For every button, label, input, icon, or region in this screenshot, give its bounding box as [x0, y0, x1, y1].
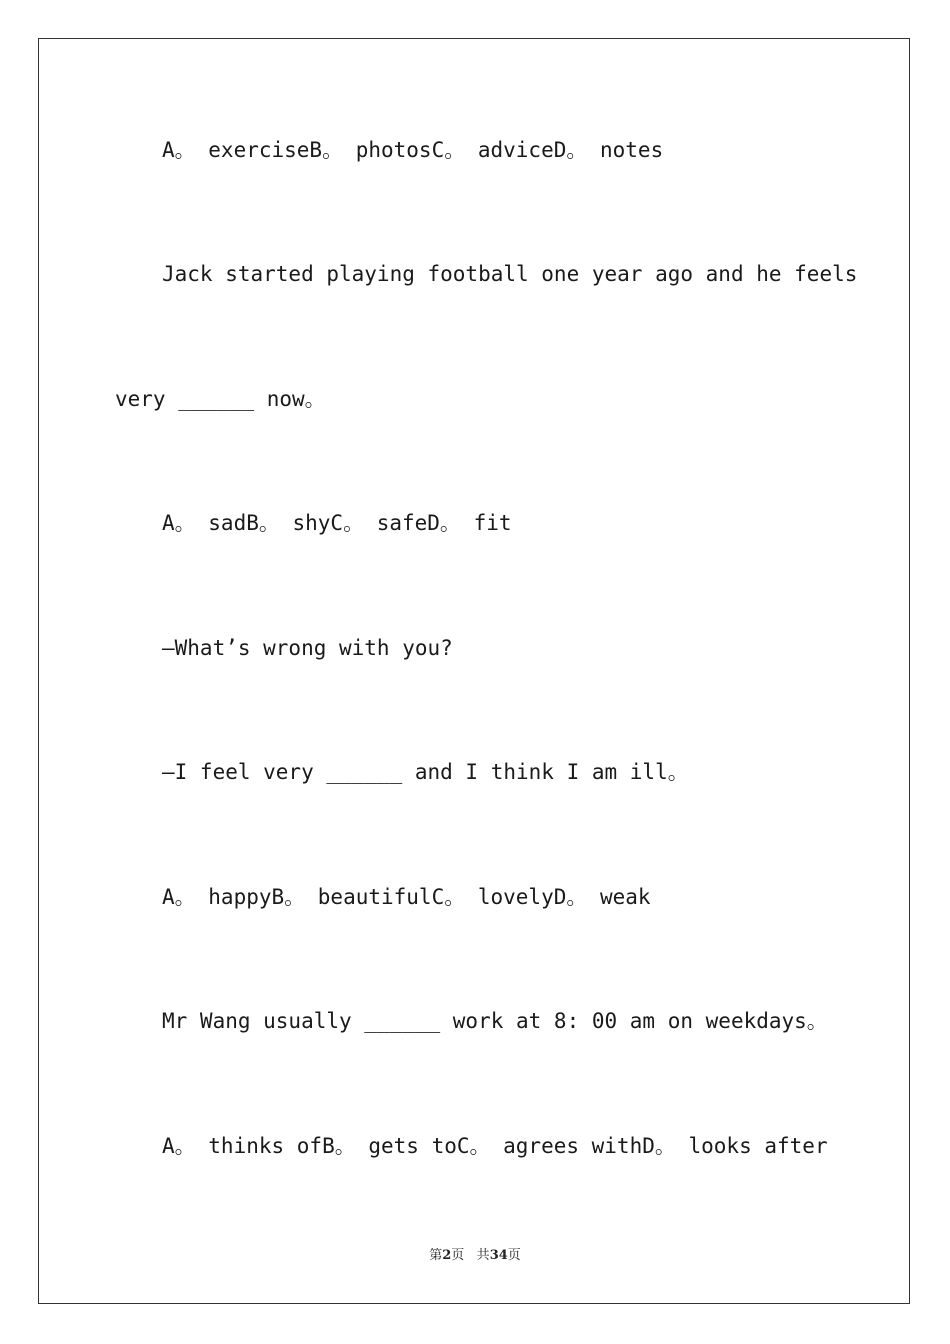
- question-text-line: Jack started playing football one year ago and he feels: [162, 262, 858, 286]
- dialogue-line: —I feel very ______ and I think I am ill。: [162, 760, 689, 784]
- footer-page-word: 页: [451, 1248, 465, 1263]
- footer-total-prefix: 共: [476, 1248, 490, 1263]
- question-options-line: A。 thinks ofB。 gets toC。 agrees withD。 looks after: [162, 1134, 828, 1158]
- footer-total-suffix: 页: [507, 1248, 521, 1263]
- question-options-line: A。 exerciseB。 photosC。 adviceD。 notes: [162, 138, 664, 162]
- question-text-line: Mr Wang usually ______ work at 8: 00 am on weekdays。: [162, 1009, 828, 1033]
- page-border: [38, 38, 910, 1304]
- current-page-number: 2: [442, 1248, 452, 1263]
- dialogue-line: —What’s wrong with you?: [162, 636, 453, 660]
- question-options-line: A。 happyB。 beautifulC。 lovelyD。 weak: [162, 885, 651, 909]
- page-footer: [0, 1247, 950, 1265]
- question-text-continuation: very ______ now。: [115, 387, 326, 411]
- question-options-line: A。 sadB。 shyC。 safeD。 fit: [162, 511, 512, 535]
- total-pages-number: 34: [489, 1248, 508, 1263]
- footer-prefix: 第: [429, 1248, 443, 1263]
